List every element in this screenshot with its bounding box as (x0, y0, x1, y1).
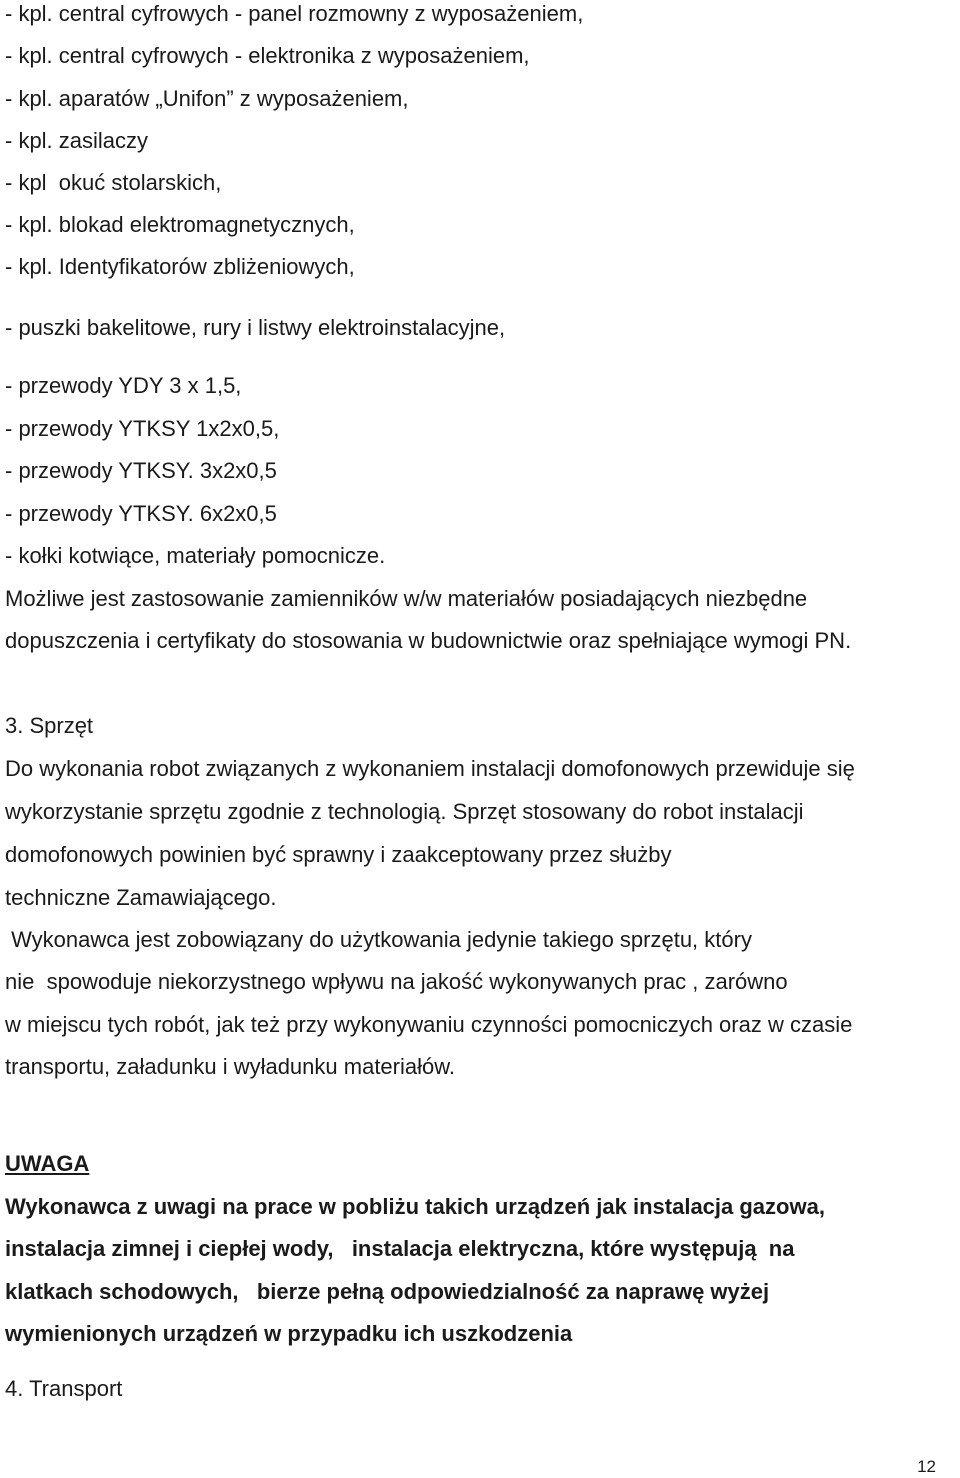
warning-heading: UWAGA (5, 1151, 90, 1176)
list-item: - kpl. central cyfrowych - elektronika z wyposażeniem, (5, 43, 530, 68)
paragraph-line: dopuszczenia i certyfikaty do stosowania w budownictwie oraz spełniające wymogi PN. (5, 628, 852, 653)
paragraph-line: techniczne Zamawiającego. (5, 885, 277, 910)
list-item: - kpl. zasilaczy (5, 128, 149, 153)
paragraph-line: Możliwe jest zastosowanie zamienników w/w materiałów posiadających niezbędne (5, 586, 808, 611)
warning-line: wymienionych urządzeń w przypadku ich uszkodzenia (5, 1321, 573, 1346)
list-item: - kpl. blokad elektromagnetycznych, (5, 212, 355, 237)
paragraph-line: wykorzystanie sprzętu zgodnie z technologią. Sprzęt stosowany do robot instalacji (5, 799, 804, 824)
warning-line: instalacja zimnej i ciepłej wody, instalacja elektryczna, które występują na (5, 1236, 795, 1261)
list-item: - przewody YDY 3 x 1,5, (5, 373, 242, 398)
list-item: - przewody YTKSY. 6x2x0,5 (5, 501, 277, 526)
paragraph-line: transportu, załadunku i wyładunku materiałów. (5, 1054, 456, 1079)
list-item: - kpl. central cyfrowych - panel rozmowny z wyposażeniem, (5, 1, 584, 26)
paragraph-line: domofonowych powinien być sprawny i zaakceptowany przez służby (5, 842, 672, 867)
list-item: - kpl. aparatów „Unifon” z wyposażeniem, (5, 86, 409, 111)
warning-line: Wykonawca z uwagi na prace w pobliżu takich urządzeń jak instalacja gazowa, (5, 1194, 825, 1219)
paragraph-line: Do wykonania robot związanych z wykonaniem instalacji domofonowych przewiduje się (5, 756, 855, 781)
list-item: - kpl okuć stolarskich, (5, 170, 222, 195)
list-item: - przewody YTKSY 1x2x0,5, (5, 416, 280, 441)
paragraph-line: nie spowoduje niekorzystnego wpływu na jakość wykonywanych prac , zarówno (5, 969, 788, 994)
page-number: 12 (917, 1457, 936, 1476)
list-item: - puszki bakelitowe, rury i listwy elektroinstalacyjne, (5, 315, 506, 340)
warning-line: klatkach schodowych, bierze pełną odpowiedzialność za naprawę wyżej (5, 1279, 770, 1304)
paragraph-line: Wykonawca jest zobowiązany do użytkowania jedynie takiego sprzętu, który (5, 927, 752, 952)
list-item: - kpl. Identyfikatorów zbliżeniowych, (5, 254, 355, 279)
list-item: - kołki kotwiące, materiały pomocnicze. (5, 543, 386, 568)
paragraph-line: w miejscu tych robót, jak też przy wykonywaniu czynności pomocniczych oraz w czasie (5, 1012, 853, 1037)
section-heading: 3. Sprzęt (5, 713, 94, 738)
section-heading: 4. Transport (5, 1376, 123, 1401)
list-item: - przewody YTKSY. 3x2x0,5 (5, 458, 277, 483)
